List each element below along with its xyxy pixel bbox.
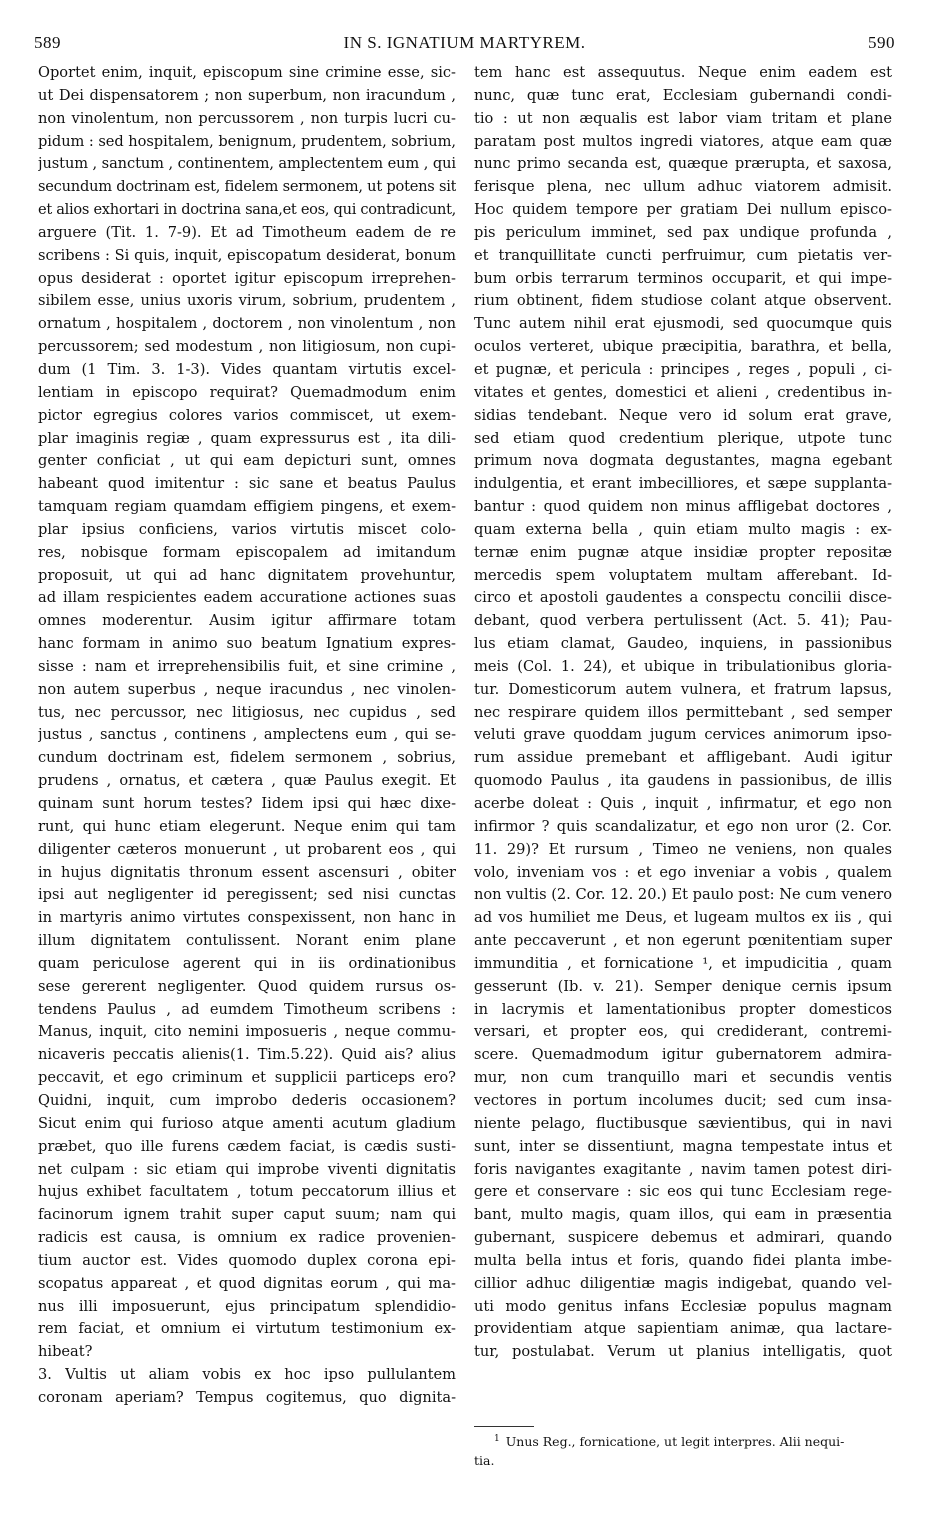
text-line: sidias tendebant. Neque vero id solum erat grave,	[474, 406, 892, 424]
text-line: runt, qui hunc etiam elegerunt. Neque enim qui tam	[38, 817, 456, 835]
text-line: rum assidue premebant et affligebant. Audi igitur	[474, 749, 892, 767]
text-line: et pugnæ, et pericula : principes , reges , populi , ci-	[474, 360, 892, 378]
text-line: cillior adhuc diligentiæ magis indigebat, quando vel-	[474, 1274, 892, 1292]
right-column	[474, 62, 892, 1364]
text-line: nunc, quæ tunc erat, Ecclesiam gubernandi condi-	[474, 86, 892, 104]
text-line: mercedis spem voluptatem multam afferebant. Id-	[474, 566, 892, 584]
text-line: multa bella intus et foris, quando fidei planta imbe-	[474, 1251, 892, 1269]
text-line: et tranquillitate cuncti perfruimur, cum pietatis ver-	[474, 246, 892, 264]
text-line: quam externa bella , quin etiam multo magis : ex-	[474, 520, 892, 538]
text-line: paratam post multos ingredi viatores, atque eam quæ	[474, 132, 892, 150]
text-line: sibilem esse, unius uxoris virum, sobrium, prudentem ,	[38, 292, 456, 310]
text-line: ante peccaverunt , et non egerunt pœnitentiam super	[474, 932, 892, 950]
text-line: sese gererent negligenter. Quod quidem rursus os-	[38, 977, 456, 995]
footnote-line	[474, 1430, 892, 1451]
text-line: ut Dei dispensatorem ; non superbum, non iracundum ,	[38, 86, 456, 104]
text-line: ferisque plena, nec ullum adhuc viatorem admisit.	[474, 178, 892, 196]
text-line: 11. 29)? Et rursum , Timeo ne veniens, non quales	[474, 840, 892, 858]
text-line: providentiam atque sapientiam animæ, qua lactare-	[474, 1320, 892, 1338]
text-line: nunc primo secanda est, quæque prærupta, et saxosa,	[474, 155, 892, 173]
text-line: rem faciat, et omnium ei virtutum testimonium ex-	[38, 1320, 456, 1338]
text-line: et alios exhortari in doctrina sana,et eos, qui contradicunt,	[38, 201, 456, 219]
running-head	[34, 33, 895, 57]
text-line: plar ipsius conficiens, varios virtutis miscet colo-	[38, 520, 456, 538]
text-line: tur, postulabat. Verum ut planius intelligatis, quot	[474, 1343, 892, 1361]
text-line: in lacrymis et lamentationibus propter domesticos	[474, 1000, 892, 1018]
text-line: ornatum , hospitalem , doctorem , non vinolentum , non	[38, 315, 456, 333]
text-line: tendens Paulus , ad eumdem Timotheum scribens :	[38, 1000, 456, 1018]
text-line: niente pelago, fluctibusque sævientibus, qui in navi	[474, 1114, 892, 1132]
running-title: IN S. IGNATIUM MARTYREM.	[343, 33, 586, 52]
text-line: tamquam regiam quamdam effigiem pingens, et exem-	[38, 498, 456, 516]
text-line: bant, multo magis, quam illos, qui eam in præsentia	[474, 1206, 892, 1224]
text-line: justum , sanctum , continentem, amplectentem eum , qui	[38, 155, 456, 173]
text-line: arguere (Tit. 1. 7-9). Et ad Timotheum eadem de re	[38, 223, 456, 241]
text-line: plar imaginis regiæ , quam expressurus est , ita dili-	[38, 429, 456, 447]
text-line: immunditia , et fornicatione ¹, et impudicitia , quam	[474, 954, 892, 972]
text-line: dum (1 Tim. 3. 1-3). Vides quantam virtutis excel-	[38, 360, 456, 378]
text-line: scere. Quemadmodum igitur gubernatorem admira-	[474, 1046, 892, 1064]
text-line: scribens : Si quis, inquit, episcopatum desiderat, bonum	[38, 246, 456, 264]
text-line: cundum doctrinam est, fidelem sermonem , sobrius,	[38, 749, 456, 767]
text-line: secundum doctrinam est, fidelem sermonem, ut potens sit	[38, 178, 456, 196]
text-line: peccavit, et ego criminum et supplicii particeps ero?	[38, 1069, 456, 1087]
text-line: non vultis (2. Cor. 12. 20.) Et paulo post: Ne cum venero	[474, 886, 892, 904]
footnote-text: Unus Reg., fornicatione, ut legit interpres. Alii nequi-	[505, 1434, 845, 1450]
text-line: genter conficiat , ut qui eam depicturi sunt, omnes	[38, 452, 456, 470]
text-line: Quidni, inquit, cum improbo dederis occasionem?	[38, 1091, 456, 1109]
text-line: prudens , ornatus, et cætera , quæ Paulus exegit. Et	[38, 772, 456, 790]
footnote-mark: 1	[494, 1434, 500, 1444]
text-line: foris navigantes exagitante , navim tamen potest diri-	[474, 1160, 892, 1178]
text-line: rium obtinent, fidem studiose colant atque observent.	[474, 292, 892, 310]
text-line: tio : ut non æqualis est labor viam tritam et plane	[474, 109, 892, 127]
text-line: in martyris animo virtutes conspexissent, non hanc in	[38, 909, 456, 927]
text-line: Manus, inquit, cito nemini imposueris , neque commu-	[38, 1023, 456, 1041]
text-line: pidum : sed hospitalem, benignum, prudentem, sobrium,	[38, 132, 456, 150]
text-line: coronam aperiam? Tempus cogitemus, quo dignita-	[38, 1388, 456, 1406]
text-line: ipsi aut negligenter id peregissent; sed nisi cunctas	[38, 886, 456, 904]
text-line: vectores in portum incolumes ducit; sed cum insa-	[474, 1091, 892, 1109]
text-line: nicaveris peccatis alienis(1. Tim.5.22). Quid ais? alius	[38, 1046, 456, 1064]
text-line: ad vos humiliet me Deus, et lugeam multos ex iis , qui	[474, 909, 892, 927]
text-line: tium auctor est. Vides quomodo duplex corona epi-	[38, 1251, 456, 1269]
page-number-right: 590	[868, 33, 895, 52]
text-line: pictor egregius colores varios commiscet, ut exem-	[38, 406, 456, 424]
text-line: Hoc quidem tempore per gratiam Dei nullum episco-	[474, 201, 892, 219]
text-line: quinam sunt horum testes? Iidem ipsi qui hæc dixe-	[38, 795, 456, 812]
footnote	[474, 1430, 892, 1470]
text-line: lus etiam clamat, Gaudeo, inquiens, in passionibus	[474, 635, 892, 653]
text-line: percussorem; sed modestum , non litigiosum, non cupi-	[38, 338, 456, 356]
text-line: quam periculose agerent qui in iis ordinationibus	[38, 954, 456, 972]
text-line: præbet, quo ille furens cædem faciat, is cædis susti-	[38, 1137, 456, 1155]
text-line: opus desiderat : oportet igitur episcopum irreprehen-	[38, 269, 456, 287]
page-number-left: 589	[34, 33, 61, 52]
text-line: res, nobisque formam episcopalem ad imitandum	[38, 543, 456, 561]
text-line: scopatus appareat , et quod dignitas eorum , qui ma-	[38, 1274, 456, 1292]
text-line: net culpam : sic etiam qui improbe viventi dignitatis	[38, 1160, 456, 1178]
text-line: gere et conservare : sic eos qui tunc Ecclesiam rege-	[474, 1183, 892, 1201]
text-line: illum dignitatem contulissent. Norant enim plane	[38, 932, 456, 950]
text-line: pis periculum imminet, sed pax undique profunda ,	[474, 223, 892, 241]
text-line: meis (Col. 1. 24), et ubique in tribulationibus gloria-	[474, 657, 892, 675]
text-line: lentiam in episcopo requirat? Quemadmodum enim	[38, 383, 456, 401]
text-line: infirmor ? quis scandalizatur, et ego non uror (2. Cor.	[474, 817, 892, 835]
text-line: tem hanc est assequutus. Neque enim eadem est	[474, 64, 892, 81]
text-line: facinorum ignem trahit super caput suum; nam qui	[38, 1206, 456, 1224]
text-line: nec respirare quidem illos permittebant , sed semper	[474, 703, 892, 721]
text-line: nus illi imposuerunt, ejus principatum splendidio-	[38, 1297, 456, 1315]
text-line: hanc formam in animo suo beatum Ignatium expres-	[38, 635, 456, 653]
text-line: sunt, inter se dissentiunt, magna tempestate intus et	[474, 1137, 892, 1155]
footnote-line	[474, 1451, 892, 1470]
text-line: tus, nec percussor, nec litigiosus, nec cupidus , sed	[38, 703, 456, 721]
text-line: versari, et propter eos, qui crediderant, contremi-	[474, 1023, 892, 1041]
text-line: mur, non cum tranquillo mari et secundis ventis	[474, 1069, 892, 1087]
text-line: Oportet enim, inquit, episcopum sine crimine esse, sic-	[38, 64, 456, 81]
text-line: indulgentia, et erant imbecilliores, et sæpe supplanta-	[474, 475, 892, 493]
text-line: radicis est causa, is omnium ex radice provenien-	[38, 1229, 456, 1247]
text-line: uti modo genitus infans Ecclesiæ populus magnam	[474, 1297, 892, 1315]
text-line: acerbe doleat : Quis , inquit , infirmatur, et ego non	[474, 795, 892, 812]
text-line: volo, inveniam vos : et ego inveniar a vobis , qualem	[474, 863, 892, 881]
text-line: hibeat?	[38, 1343, 93, 1361]
text-line: Tunc autem nihil erat ejusmodi, sed quocumque quis	[474, 315, 892, 333]
text-line: debant, quod verbera pertulissent (Act. 5. 41); Pau-	[474, 612, 892, 630]
text-line: ad illam respicientes eadem accuratione actiones suas	[38, 589, 456, 607]
footnote-text-cont: tia.	[474, 1453, 495, 1469]
text-line: circo et apostoli gaudentes a conspectu concilii disce-	[474, 589, 892, 607]
text-line: quomodo Paulus , ita gaudens in passionibus, de illis	[474, 772, 892, 790]
text-line: vitates et gentes, domestici et alieni , credentibus in-	[474, 383, 892, 401]
text-line: oculos verteret, ubique præcipitia, barathra, et bella,	[474, 338, 892, 356]
text-line: non autem superbus , neque iracundus , nec vinolen-	[38, 680, 456, 698]
text-line: primum nova dogmata degustantes, magna egebant	[474, 452, 892, 470]
text-line: bum orbis terrarum terminos occuparit, et qui impe-	[474, 269, 892, 287]
text-line: ternæ enim pugnæ atque insidiæ propter repositæ	[474, 543, 892, 561]
text-line: bantur : quod quidem non minus affligebat doctores ,	[474, 498, 892, 516]
text-line: gesserunt (Ib. v. 21). Semper denique cernis ipsum	[474, 977, 892, 995]
text-line: 3. Vultis ut aliam vobis ex hoc ipso pullulantem	[38, 1366, 456, 1384]
text-line: in hujus dignitatis thronum essent ascensuri , obiter	[38, 863, 456, 881]
text-line: diligenter cæteros monuerunt , ut probarent eos , qui	[38, 840, 456, 858]
text-line: gubernant, suspicere debemus et admirari, quando	[474, 1229, 892, 1247]
text-line: proposuit, ut qui ad hanc dignitatem provehuntur,	[38, 566, 456, 584]
text-line: sisse : nam et irreprehensibilis fuit, et sine crimine ,	[38, 657, 456, 675]
footnote-rule	[474, 1426, 534, 1427]
text-line: non vinolentum, non percussorem , non turpis lucri cu-	[38, 109, 456, 127]
text-line: habeant quod imitentur : sic sane et beatus Paulus	[38, 475, 456, 493]
text-line: veluti grave quoddam jugum cervices animorum ipso-	[474, 726, 892, 744]
left-column	[38, 62, 456, 1410]
text-line: justus , sanctus , continens , amplectens eum , qui se-	[38, 726, 456, 744]
text-line: sed etiam quod credentium plerique, utpote tunc	[474, 429, 892, 447]
text-line: tur. Domesticorum autem vulnera, et fratrum lapsus,	[474, 680, 892, 698]
text-line: Sicut enim qui furioso atque amenti acutum gladium	[38, 1114, 456, 1132]
text-line: hujus exhibet facultatem , totum peccatorum illius et	[38, 1183, 456, 1201]
text-line: omnes moderentur. Ausim igitur affirmare totam	[38, 612, 456, 630]
